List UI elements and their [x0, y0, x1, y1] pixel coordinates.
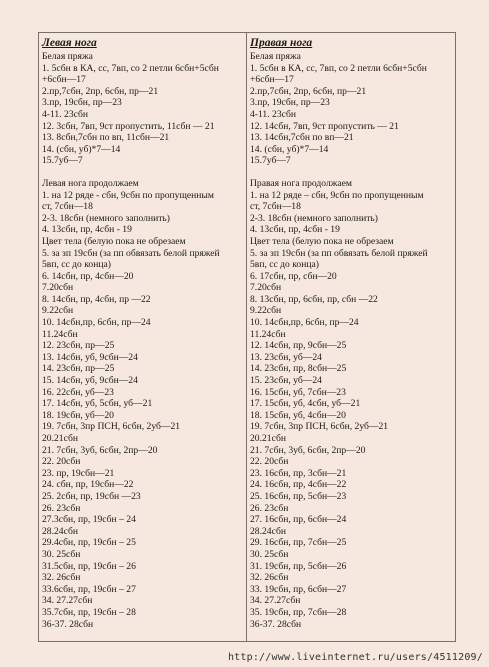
pattern-row-line: 13. 14сбн,7сбн по вп—21 [250, 132, 354, 144]
pattern-row-line: 19. 7сбн, 3пр ПСН, 6сбн, 2уб—21 [250, 421, 389, 433]
pattern-row-line: 14. (сбн, уб)*7—14 [42, 143, 121, 155]
pattern-row-line: 9.22сбн [250, 305, 282, 317]
pattern-row-line: 24. 16сбн, пр, 4сбн—22 [250, 479, 347, 491]
pattern-row-line: 2.пр,7сбн, 2пр, 6сбн, пр—21 [42, 85, 159, 97]
pattern-row-line: 36-37. 28сбн [42, 618, 94, 630]
pattern-row-line: 6. 17сбн, пр, сбн—20 [250, 270, 337, 282]
pattern-row-line: 5. за зп 19сбн (за пп обвязать белой пряжей [250, 247, 428, 259]
pattern-row-line: 1. 5сбн в КА, сс, 7вп, со 2 петли 6сбн+5сбн [42, 62, 219, 74]
pattern-row-line: 14. 23сбн, пр—25 [42, 363, 115, 375]
pattern-row-line: 8. 14сбн, пр, 4сбн, пр —22 [42, 293, 151, 305]
pattern-row-line: 24. сбн, пр, 19сбн—22 [42, 479, 134, 491]
pattern-row-line: 22. 20сбн [250, 456, 289, 468]
pattern-row-line: 16. 15сбн, уб, 7сбн—23 [250, 386, 346, 398]
pattern-row-line: 4. 13сбн, пр, 4сбн - 19 [250, 224, 340, 236]
pattern-row-line: 4-11. 23сбн [42, 108, 89, 120]
pattern-row-line: 7.20сбн [250, 282, 282, 294]
pattern-row-line: 20.21сбн [250, 433, 286, 444]
pattern-row-line: 31. 19сбн, пр, 5сбн—26 [250, 560, 347, 572]
pattern-row-line: 1. на 12 ряде – сбн, 9сбн по пропущенным [250, 189, 424, 201]
pattern-row-line: 6. 14сбн, пр, 4сбн—20 [42, 270, 134, 282]
pattern-row-line: 15.7уб—7 [250, 155, 291, 167]
pattern-row-line: 32. 26сбн [42, 572, 81, 584]
pattern-row-line: 16. 22сбн, уб—23 [42, 386, 114, 398]
pattern-row-line: 36-37. 28сбн [250, 618, 302, 630]
pattern-row-line: 8. 13сбн, пр, 6сбн, пр, сбн —22 [250, 293, 378, 305]
pattern-row-line: 30. 25сбн [250, 548, 289, 560]
pattern-row-line: 34. 27.27сбн [42, 595, 93, 607]
pattern-row-line: 2.пр,7сбн, 2пр, 6сбн, пр—21 [250, 85, 367, 97]
pattern-row-line: ст, 7сбн—18 [250, 201, 301, 213]
pattern-row-line: 25. 2сбн, пр, 19сбн —23 [42, 490, 141, 502]
pattern-row-line: 7.20сбн [42, 282, 74, 294]
pattern-table [38, 32, 456, 642]
pattern-row-line: 23. пр, 19сбн—21 [42, 467, 115, 479]
pattern-row-line: 12. 23сбн, пр—25 [42, 340, 115, 352]
pattern-row-line: 26. 23сбн [42, 502, 81, 514]
pattern-row-line: 18. 15сбн, уб, 4сбн—20 [250, 409, 346, 421]
right-leg-title: Правая нога [250, 37, 313, 49]
pattern-row-line: 14. (сбн, уб)*7—14 [250, 143, 329, 155]
section-gap [42, 167, 246, 178]
pattern-row-line: 33. 19сбн, пр, 6сбн—27 [250, 583, 347, 595]
pattern-row-line: 27. 16сбн, пр, 6сбн—24 [250, 514, 347, 526]
pattern-row-line: 35. 19сбн, пр, 7сбн—28 [250, 606, 347, 618]
pattern-row-line: 26. 23сбн [250, 502, 289, 514]
pattern-row-line: +6сбн—17 [250, 74, 294, 86]
pattern-row-line: 15. 14сбн, уб, 9сбн—24 [42, 375, 138, 387]
pattern-row-line: 17. 15сбн, уб, 4сбн, уб—21 [250, 398, 361, 410]
left-leg-section-2 [42, 178, 246, 630]
pattern-row-line: Белая пряжа [42, 51, 93, 62]
pattern-row-line: 13. 14сбн, уб, 9сбн—24 [42, 351, 138, 363]
pattern-row-line: 19. 7сбн, 3пр ПСН, 6сбн, 2уб—21 [42, 421, 181, 433]
pattern-row-line: 12. 14сбн, пр, 9сбн—25 [250, 340, 347, 352]
pattern-row-line: 1. 5сбн в КА, сс, 7вп, со 2 петли 6сбн+5сбн [250, 62, 427, 74]
pattern-row-line: 27.3сбн, пр, 19сбн – 24 [42, 514, 136, 526]
pattern-row-line: 9.22сбн [42, 305, 74, 317]
pattern-row-line: 11.24сбн [42, 328, 78, 340]
pattern-row-line: Правая нога продолжаем [250, 177, 352, 189]
pattern-row-line: 34. 27.27сбн [250, 595, 301, 607]
pattern-row-line: 28.24сбн [250, 525, 286, 537]
pattern-row-line: 21. 7сбн, 3уб, 6сбн, 2пр—20 [250, 444, 366, 456]
right-leg-section-1 [250, 51, 455, 167]
pattern-row-line: 31.5сбн, пр, 19сбн – 26 [42, 560, 136, 572]
pattern-row-line: 20.21сбн [42, 433, 78, 444]
right-leg-column [247, 33, 455, 641]
pattern-row-line: 5. за зп 19сбн (за пп обвязать белой пряжей [42, 247, 220, 259]
pattern-row-line: 30. 25сбн [42, 548, 81, 560]
pattern-row-line: 18. 19сбн, уб—20 [42, 409, 114, 421]
pattern-row-line: Цвет тела (белую пока не обрезаем [42, 235, 186, 247]
pattern-row-line: 22. 20сбн [42, 456, 81, 468]
pattern-row-line: 3.пр, 19сбн, пр—23 [42, 97, 122, 109]
left-leg-column [39, 33, 247, 641]
right-leg-section-2 [250, 178, 455, 630]
pattern-row-line: 13. 23сбн, уб—24 [250, 351, 322, 363]
pattern-row-line: 2-3. 18сбн (немного заполнить) [42, 212, 170, 224]
pattern-row-line: 13. 8сбн,7сбн по вп, 11сбн—21 [42, 132, 170, 144]
pattern-row-line: 21. 7сбн, 3уб, 6сбн, 2пр—20 [42, 444, 158, 456]
pattern-row-line: 10. 14сбн,пр, 6сбн, пр—24 [42, 317, 151, 329]
pattern-row-line: 12. 14сбн, 7вп, 9ст пропустить — 21 [250, 120, 399, 132]
pattern-row-line: 4-11. 23сбн [250, 108, 297, 120]
pattern-row-line: 4. 13сбн, пр, 4сбн - 19 [42, 224, 132, 236]
pattern-row-line: 28.24сбн [42, 525, 78, 537]
pattern-row-line: 14. 23сбн, пр, 8сбн—25 [250, 363, 347, 375]
pattern-row-line: 11.24сбн [250, 328, 286, 340]
pattern-row-line: +6сбн—17 [42, 74, 86, 86]
pattern-row-line: 12. 3сбн, 7вп, 9ст пропустить, 11сбн — 21 [42, 120, 215, 132]
pattern-row-line: Цвет тела (белую пока не обрезаем [250, 235, 394, 247]
pattern-row-line: 32. 26сбн [250, 572, 289, 584]
pattern-row-line: 29.4сбн, пр, 19сбн – 25 [42, 537, 136, 549]
pattern-row-line: Левая нога продолжаем [42, 177, 139, 189]
pattern-row-line: 1. на 12 ряде - сбн, 9сбн по пропущенным [42, 189, 214, 201]
pattern-row-line: 15.7уб—7 [42, 155, 83, 167]
left-leg-section-1 [42, 51, 246, 167]
pattern-row-line: 33.6сбн, пр, 19сбн – 27 [42, 583, 136, 595]
left-leg-title: Левая нога [42, 37, 97, 49]
pattern-row-line: 5вп, сс до конца) [250, 259, 319, 271]
pattern-row-line: 10. 14сбн,пр, 6сбн, пр—24 [250, 317, 359, 329]
section-gap [250, 167, 455, 178]
pattern-row-line: 15. 23сбн, уб—24 [250, 375, 322, 387]
pattern-row-line: 17. 14сбн, уб, 5сбн, уб—21 [42, 398, 153, 410]
pattern-row-line: Белая пряжа [250, 51, 301, 62]
pattern-row-line: 25. 16сбн, пр, 5сбн—23 [250, 490, 347, 502]
pattern-row-line: 23. 16сбн, пр, 3сбн—21 [250, 467, 347, 479]
pattern-row-line: ст, 7сбн—18 [42, 201, 93, 213]
pattern-row-line: 5вп, сс до конца) [42, 259, 111, 271]
source-watermark: http://www.liveinternet.ru/users/4511209/ [227, 652, 483, 663]
pattern-row-line: 2-3. 18сбн (немного заполнить) [250, 212, 378, 224]
pattern-row-line: 35.7сбн, пр, 19сбн – 28 [42, 606, 136, 618]
pattern-row-line: 3.пр, 19сбн, пр—23 [250, 97, 330, 109]
pattern-row-line: 29. 16сбн, пр, 7сбн—25 [250, 537, 347, 549]
